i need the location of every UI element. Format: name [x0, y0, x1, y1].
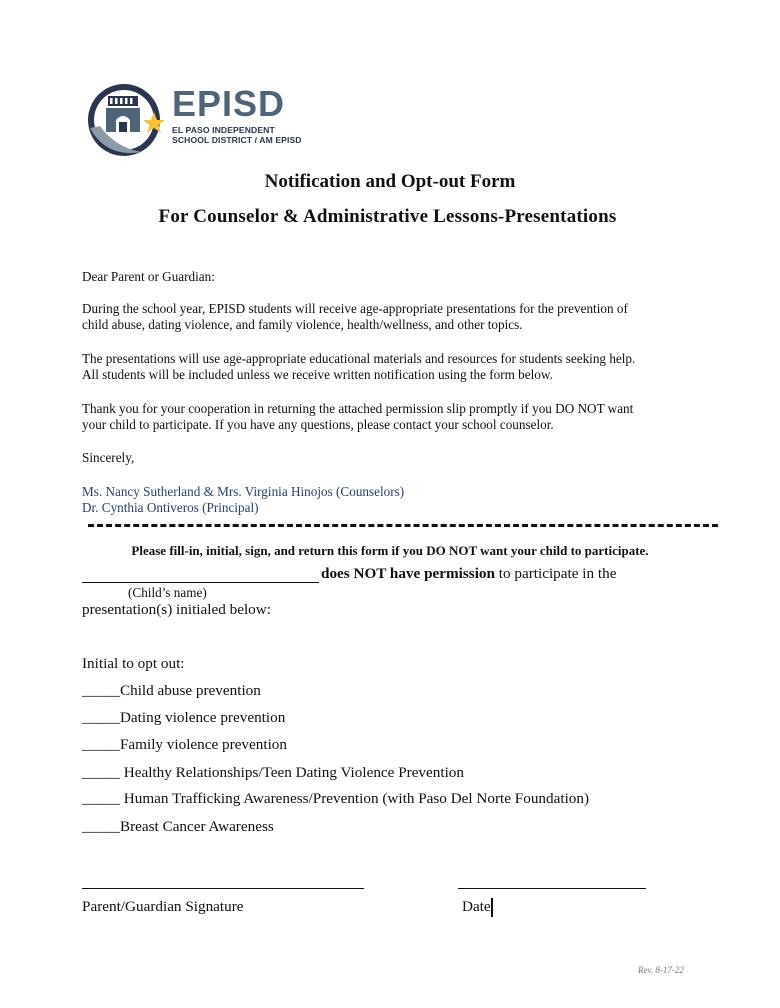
child-name-caption: (Child’s name)	[128, 585, 207, 600]
signature-label: Parent/Guardian Signature	[82, 898, 244, 915]
permission-bold: does NOT have permission	[321, 565, 495, 582]
opt-out-healthy-relationships[interactable]: _____ Healthy Relationships/Teen Dating Violence Prevention	[82, 764, 464, 781]
logo-subtitle	[172, 125, 302, 145]
signer-principal: Dr. Cynthia Ontiveros (Principal)	[82, 500, 259, 516]
date-label: Date	[462, 898, 491, 915]
child-name-line	[82, 582, 319, 583]
paragraph-2-line-2: All students will be included unless we receive written notification using the form below.	[82, 367, 553, 383]
opt-out-child-abuse[interactable]: _____Child abuse prevention	[82, 682, 261, 699]
paragraph-3-line-2: your child to participate. If you have any questions, please contact your school counselor.	[82, 417, 554, 433]
cut-line-divider	[88, 524, 718, 527]
permission-rest: to participate in the	[494, 565, 617, 582]
opt-out-family-violence[interactable]: _____Family violence prevention	[82, 736, 287, 753]
paragraph-1-line-2: child abuse, dating violence, and family violence, health/wellness, and other topics.	[82, 317, 523, 333]
signature-value	[82, 871, 364, 887]
logo-subtitle-line2: SCHOOL DISTRICT / AM EPISD	[172, 135, 302, 145]
child-name-value	[82, 565, 319, 581]
signatories	[82, 484, 404, 517]
salutation: Dear Parent or Guardian:	[82, 269, 215, 284]
signature-line	[82, 888, 364, 889]
form-title: Notification and Opt-out Form	[264, 171, 516, 192]
paragraph-1	[82, 301, 628, 334]
closing: Sincerely,	[82, 450, 135, 465]
paragraph-2	[82, 351, 635, 384]
form-instructions: Please fill-in, initial, sign, and return this form if you DO NOT want your child to participate.	[131, 543, 649, 558]
logo-wordmark: EPISD	[172, 83, 286, 124]
signature-field[interactable]	[82, 888, 364, 889]
opt-out-breast-cancer[interactable]: _____Breast Cancer Awareness	[82, 818, 274, 835]
date-field[interactable]	[458, 888, 646, 889]
child-name-field[interactable]	[82, 582, 319, 583]
permission-line-2: presentation(s) initialed below:	[82, 601, 271, 618]
revision-note: Rev. 8-17-22	[638, 965, 684, 975]
opt-out-human-trafficking[interactable]: _____ Human Trafficking Awareness/Prevention (with Paso Del Norte Foundation)	[82, 790, 590, 807]
date-line	[458, 888, 646, 889]
logo-subtitle-line1: EL PASO INDEPENDENT	[172, 125, 275, 135]
form-subtitle: For Counselor & Administrative Lessons-Presentations	[158, 206, 617, 227]
paragraph-3-line-1: Thank you for your cooperation in returning the attached permission slip promptly if you DO NOT want	[82, 401, 634, 416]
paragraph-3	[82, 401, 633, 434]
signer-counselors: Ms. Nancy Sutherland & Mrs. Virginia Hinojos (Counselors)	[82, 484, 405, 499]
date-value	[458, 871, 646, 887]
paragraph-1-line-1: During the school year, EPISD students will receive age-appropriate presentations for the prevention of	[82, 301, 628, 316]
initial-heading: Initial to opt out:	[82, 655, 185, 672]
paragraph-2-line-1: The presentations will use age-appropriate educational materials and resources for students seeking help.	[82, 351, 636, 366]
permission-statement	[321, 565, 616, 583]
opt-out-dating-violence[interactable]: _____Dating violence prevention	[82, 709, 286, 726]
text-cursor	[491, 898, 493, 917]
